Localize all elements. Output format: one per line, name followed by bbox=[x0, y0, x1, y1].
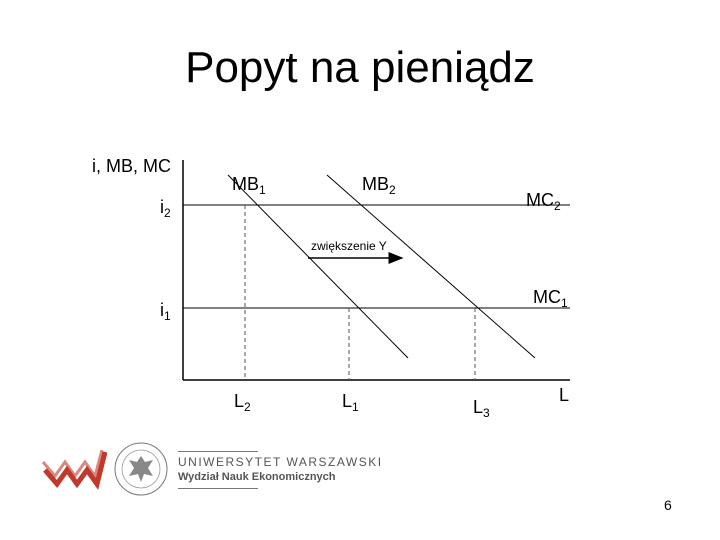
i1-label: $i_1$ bbox=[160, 300, 171, 323]
footer-rule-bottom bbox=[178, 488, 258, 489]
mc2-label: $MC_2$ bbox=[526, 190, 561, 213]
footer-rule-top bbox=[178, 451, 258, 452]
university-name: UNIWERSYTET WARSZAWSKI bbox=[178, 455, 383, 469]
mb1-label: $MB_1$ bbox=[232, 174, 266, 197]
mb1-line bbox=[228, 175, 408, 358]
mb2-label: $MB_2$ bbox=[362, 174, 396, 197]
y-axis-label: i, MB, MC bbox=[92, 156, 171, 176]
faculty-name: Wydział Nauk Ekonomicznych bbox=[178, 471, 336, 483]
l2-label: $L_2$ bbox=[234, 391, 251, 414]
page-number: 6 bbox=[664, 497, 672, 513]
l1-label: $L_1$ bbox=[342, 391, 359, 414]
slide-title: Popyt na pieniądz bbox=[185, 43, 535, 92]
mc1-label: $MC_1$ bbox=[533, 287, 568, 310]
wne-logo-icon bbox=[40, 438, 110, 498]
i2-label: $i_2$ bbox=[160, 197, 171, 220]
university-eagle-icon bbox=[112, 440, 170, 498]
x-axis-label: L bbox=[559, 385, 570, 405]
shift-label: zwiększenie Y bbox=[311, 239, 387, 253]
l3-label: $L_3$ bbox=[473, 397, 490, 420]
mb2-line bbox=[327, 175, 535, 358]
